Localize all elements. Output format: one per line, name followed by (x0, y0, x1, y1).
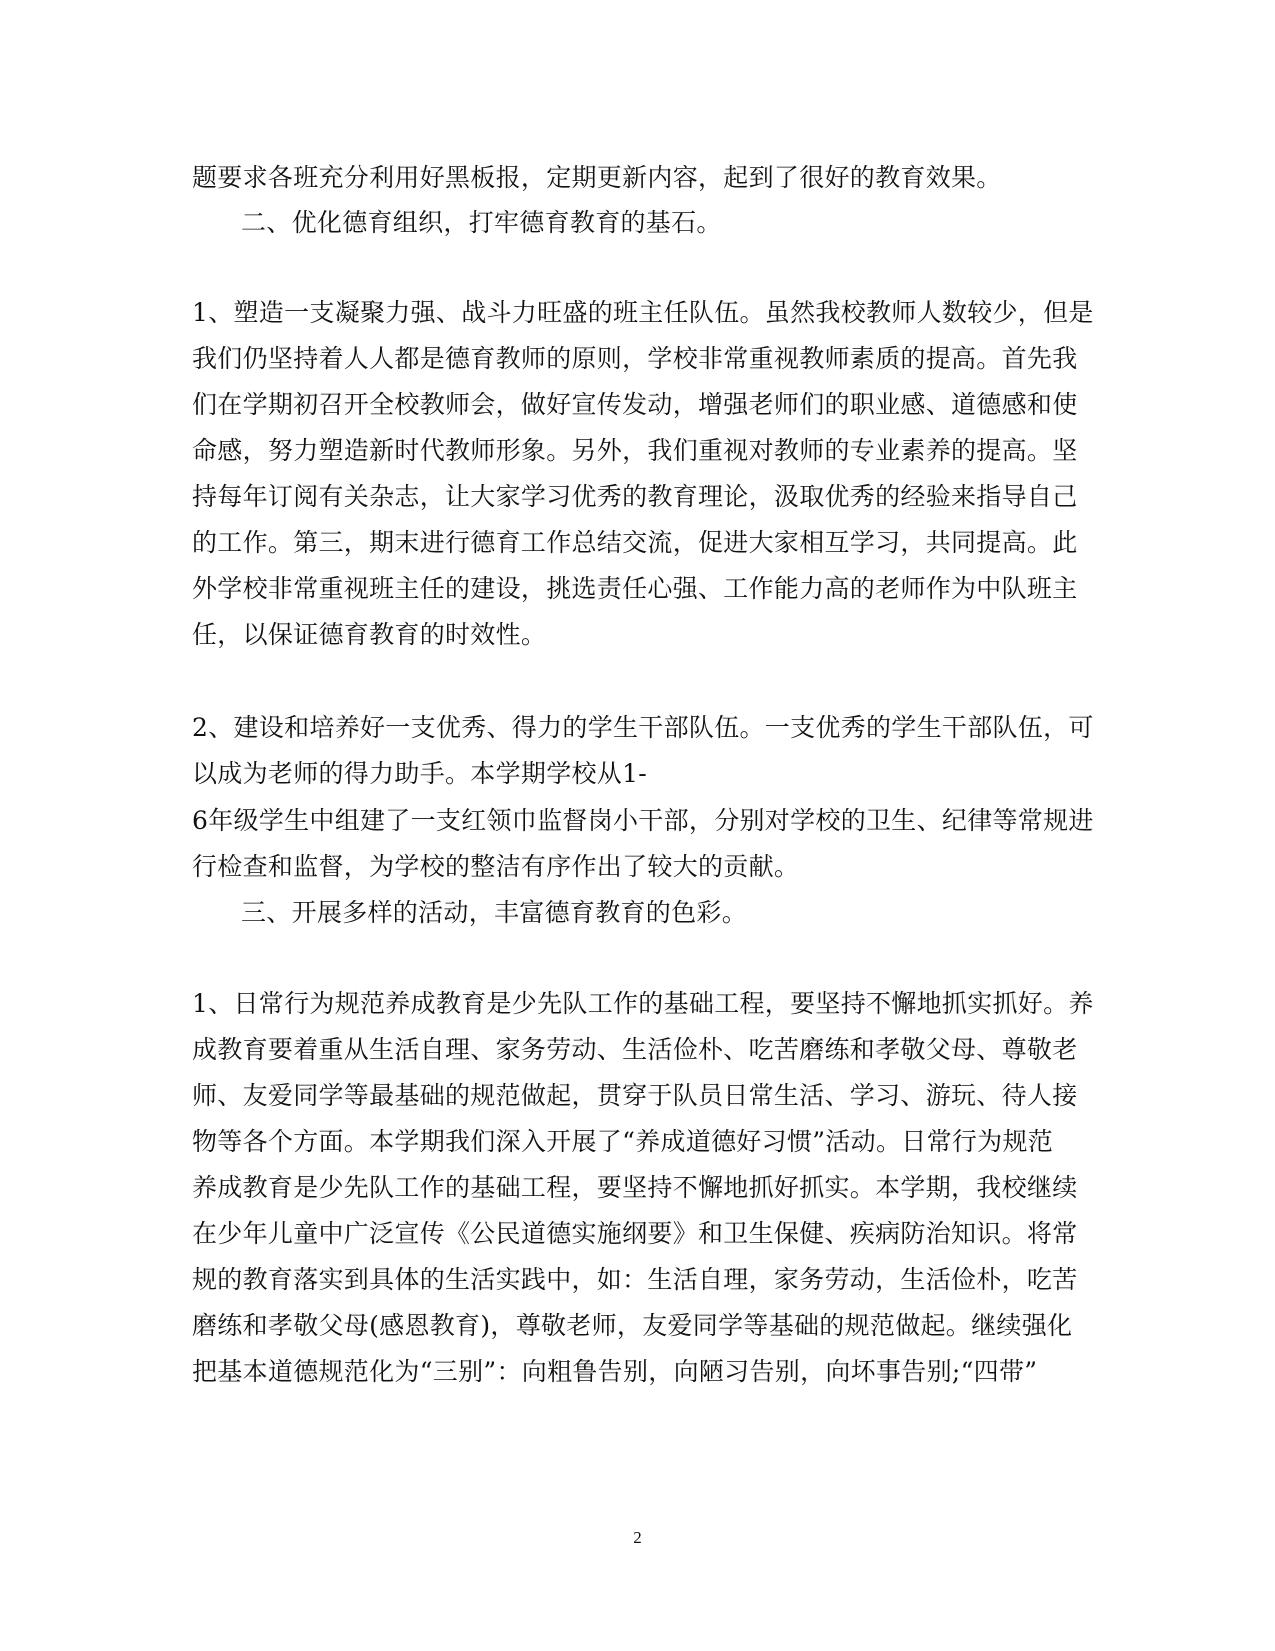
text-line: 持每年订阅有关杂志，让大家学习优秀的教育理论，汲取优秀的经验来指导自己 (192, 482, 1078, 511)
section-heading: 二、优化德育组织，打牢德育教育的基石。 (241, 208, 722, 237)
text-line: 1、日常行为规范养成教育是少先队工作的基础工程，要坚持不懈地抓实抓好。养 (192, 989, 1094, 1018)
text-line: 以成为老师的得力助手。本学期学校从1- (192, 759, 648, 788)
text-line: 我们仍坚持着人人都是德育教师的原则，学校非常重视教师素质的提高。首先我 (192, 344, 1078, 373)
text-line: 们在学期初召开全校教师会，做好宣传发动，增强老师们的职业感、道德感和使 (192, 390, 1078, 419)
text-line: 行检查和监督，为学校的整洁有序作出了较大的贡献。 (192, 852, 800, 881)
text-line: 的工作。第三，期末进行德育工作总结交流，促进大家相互学习，共同提高。此 (192, 528, 1078, 557)
text-line: 6年级学生中组建了一支红领巾监督岗小干部，分别对学校的卫生、纪律等常规进 (192, 806, 1094, 835)
section-heading: 三、开展多样的活动，丰富德育教育的色彩。 (241, 898, 748, 927)
text-line: 师、友爱同学等最基础的规范做起，贯穿于队员日常生活、学习、游玩、待人接 (192, 1081, 1078, 1110)
text-line: 成教育要着重从生活自理、家务劳动、生活俭朴、吃苦磨练和孝敬父母、尊敬老 (192, 1035, 1078, 1064)
text-line: 规的教育落实到具体的生活实践中，如：生活自理，家务劳动，生活俭朴，吃苦 (192, 1265, 1078, 1294)
text-line: 在少年儿童中广泛宣传《公民道德实施纲要》和卫生保健、疾病防治知识。将常 (192, 1219, 1078, 1248)
text-line: 1、塑造一支凝聚力强、战斗力旺盛的班主任队伍。虽然我校教师人数较少，但是 (192, 298, 1094, 327)
text-line: 磨练和孝敬父母(感恩教育)，尊敬老师，友爱同学等基础的规范做起。继续强化 (192, 1311, 1073, 1340)
text-line: 物等各个方面。本学期我们深入开展了“养成道德好习惯”活动。日常行为规范 (192, 1127, 1054, 1156)
page-number: 2 (633, 1528, 642, 1547)
text-line: 题要求各班充分利用好黑板报，定期更新内容，起到了很好的教育效果。 (192, 163, 1002, 192)
text-line: 把基本道德规范化为“三别”：向粗鲁告别，向陋习告别，向坏事告别;“四带” (192, 1357, 1038, 1386)
text-line: 外学校非常重视班主任的建设，挑选责任心强、工作能力高的老师作为中队班主 (192, 574, 1078, 603)
text-line: 养成教育是少先队工作的基础工程，要坚持不懈地抓好抓实。本学期，我校继续 (192, 1173, 1078, 1202)
text-line: 2、建设和培养好一支优秀、得力的学生干部队伍。一支优秀的学生干部队伍，可 (192, 713, 1094, 742)
text-line: 命感，努力塑造新时代教师形象。另外，我们重视对教师的专业素养的提高。坚 (192, 436, 1078, 465)
text-line: 任，以保证德育教育的时效性。 (192, 620, 547, 649)
